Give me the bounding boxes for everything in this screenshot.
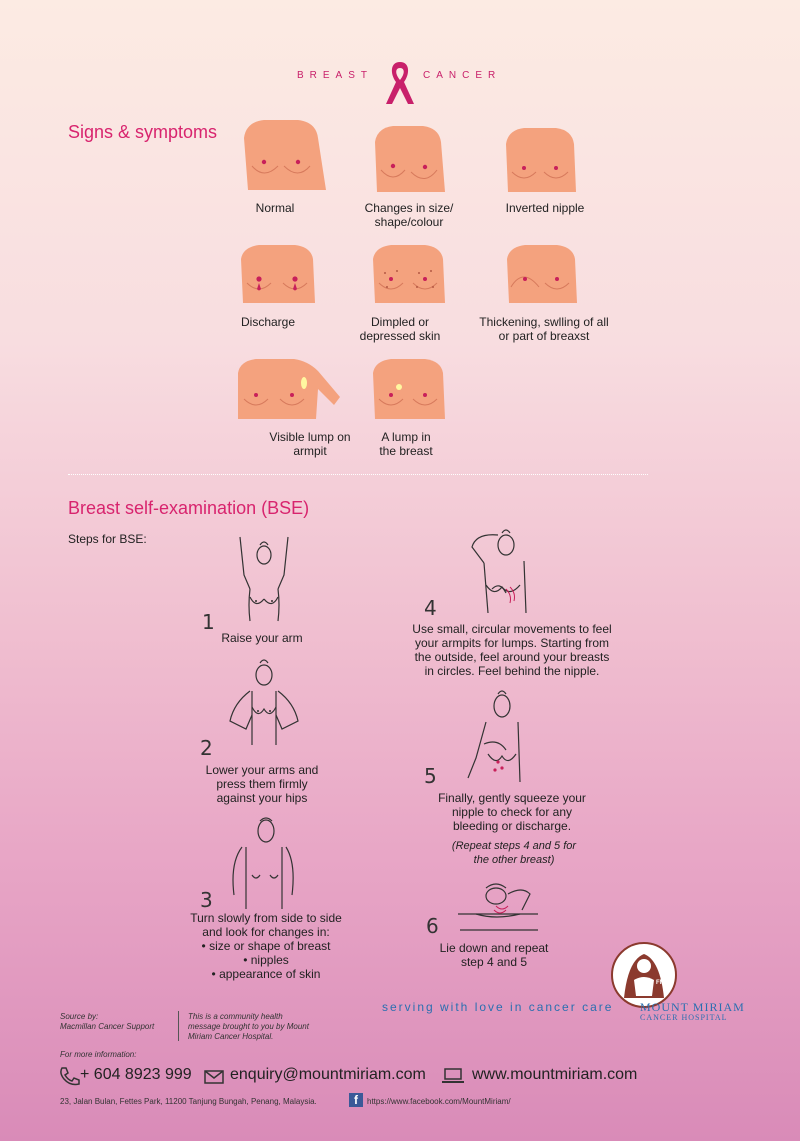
step1-caption: Raise your arm bbox=[221, 631, 303, 645]
footer-source: Source by: Macmillan Cancer Support bbox=[60, 1012, 155, 1031]
step6-number: 6 bbox=[426, 914, 439, 938]
step5-squeeze-icon bbox=[462, 688, 534, 784]
step4-number: 4 bbox=[424, 596, 437, 620]
dotted-divider bbox=[68, 474, 648, 475]
footer-website[interactable]: www.mountmiriam.com bbox=[472, 1066, 638, 1083]
header-breast: BREAST bbox=[297, 70, 374, 81]
torso-armpit-lump-icon bbox=[234, 357, 342, 419]
step6-lying-down-icon bbox=[456, 880, 540, 940]
step3-number: 3 bbox=[200, 888, 213, 912]
footer-message: This is a community health message brought to you by Mount Miriam Cancer Hospital. bbox=[188, 1012, 309, 1041]
caption-normal: Normal bbox=[255, 201, 295, 215]
facebook-icon: f bbox=[349, 1093, 363, 1107]
torso-discharge-icon bbox=[235, 243, 319, 303]
step5-caption: Finally, gently squeeze your nipple to check for any bleeding or discharge. bbox=[438, 791, 586, 833]
step2-caption: Lower your arms and press them firmly against your hips bbox=[205, 763, 319, 805]
signs-title: Signs & symptoms bbox=[68, 122, 218, 142]
step5-number: 5 bbox=[424, 764, 437, 788]
phone-icon bbox=[58, 1066, 80, 1086]
footer-email[interactable]: enquiry@mountmiriam.com bbox=[230, 1066, 426, 1083]
torso-dimpled-icon bbox=[367, 243, 449, 303]
torso-thickening-icon bbox=[501, 243, 581, 303]
step2-number: 2 bbox=[200, 736, 213, 760]
step1-number: 1 bbox=[202, 610, 215, 634]
pink-ribbon-icon bbox=[380, 60, 420, 106]
footer-phone[interactable]: + 604 8923 999 bbox=[80, 1066, 192, 1083]
torso-normal-icon bbox=[234, 118, 328, 190]
torso-changes-icon bbox=[367, 124, 449, 192]
bse-title: Breast self-examination (BSE) bbox=[68, 498, 310, 518]
caption-changes: Changes in size/ shape/colour bbox=[364, 201, 454, 229]
step3-caption: Turn slowly from side to side and look for changes in: • size or shape of breast • nipples • appearance of skin bbox=[190, 911, 342, 981]
tagline: serving with love in cancer care bbox=[382, 1000, 614, 1014]
caption-inverted: Inverted nipple bbox=[505, 201, 585, 215]
caption-armpit: Visible lump on armpit bbox=[269, 430, 351, 458]
caption-thickening: Thickening, swlling of all or part of breaxst bbox=[479, 315, 609, 343]
laptop-icon bbox=[441, 1068, 465, 1084]
email-icon bbox=[204, 1070, 224, 1084]
step5-note: (Repeat steps 4 and 5 for the other breast) bbox=[451, 840, 577, 866]
header bbox=[0, 60, 800, 120]
footer-divider bbox=[178, 1011, 179, 1041]
bse-subtitle: Steps for BSE: bbox=[68, 532, 147, 546]
footer-address: 23, Jalan Bulan, Fettes Park, 11200 Tanjung Bungah, Penang, Malaysia. bbox=[60, 1097, 317, 1106]
step1-raise-arms-icon bbox=[232, 535, 296, 623]
header-cancer: CANCER bbox=[423, 70, 502, 81]
step2-hands-on-hips-icon bbox=[224, 655, 304, 747]
footer-more-info: For more information: bbox=[60, 1050, 137, 1059]
logo-sub: CANCER HOSPITAL bbox=[640, 1013, 728, 1022]
step4-caption: Use small, circular movements to feel your armpits for lumps. Starting from the outside, feel around your breasts in circles. Feel behind the nipple. bbox=[412, 622, 612, 678]
torso-inverted-icon bbox=[500, 126, 580, 192]
torso-breast-lump-icon bbox=[367, 357, 449, 419]
step3-turning-icon bbox=[226, 815, 298, 911]
caption-dimpled: Dimpled or depressed skin bbox=[359, 315, 441, 343]
logo-name: MOUNT MIRIAM bbox=[640, 1000, 745, 1014]
step6-caption: Lie down and repeat step 4 and 5 bbox=[439, 941, 549, 969]
footer-facebook[interactable]: https://www.facebook.com/MountMiriam/ bbox=[367, 1097, 511, 1106]
caption-breast-lump: A lump in the breast bbox=[379, 430, 433, 458]
caption-discharge: Discharge bbox=[240, 315, 296, 329]
step4-armpit-check-icon bbox=[466, 523, 536, 613]
logo-seal-text: FMSM bbox=[656, 980, 674, 986]
